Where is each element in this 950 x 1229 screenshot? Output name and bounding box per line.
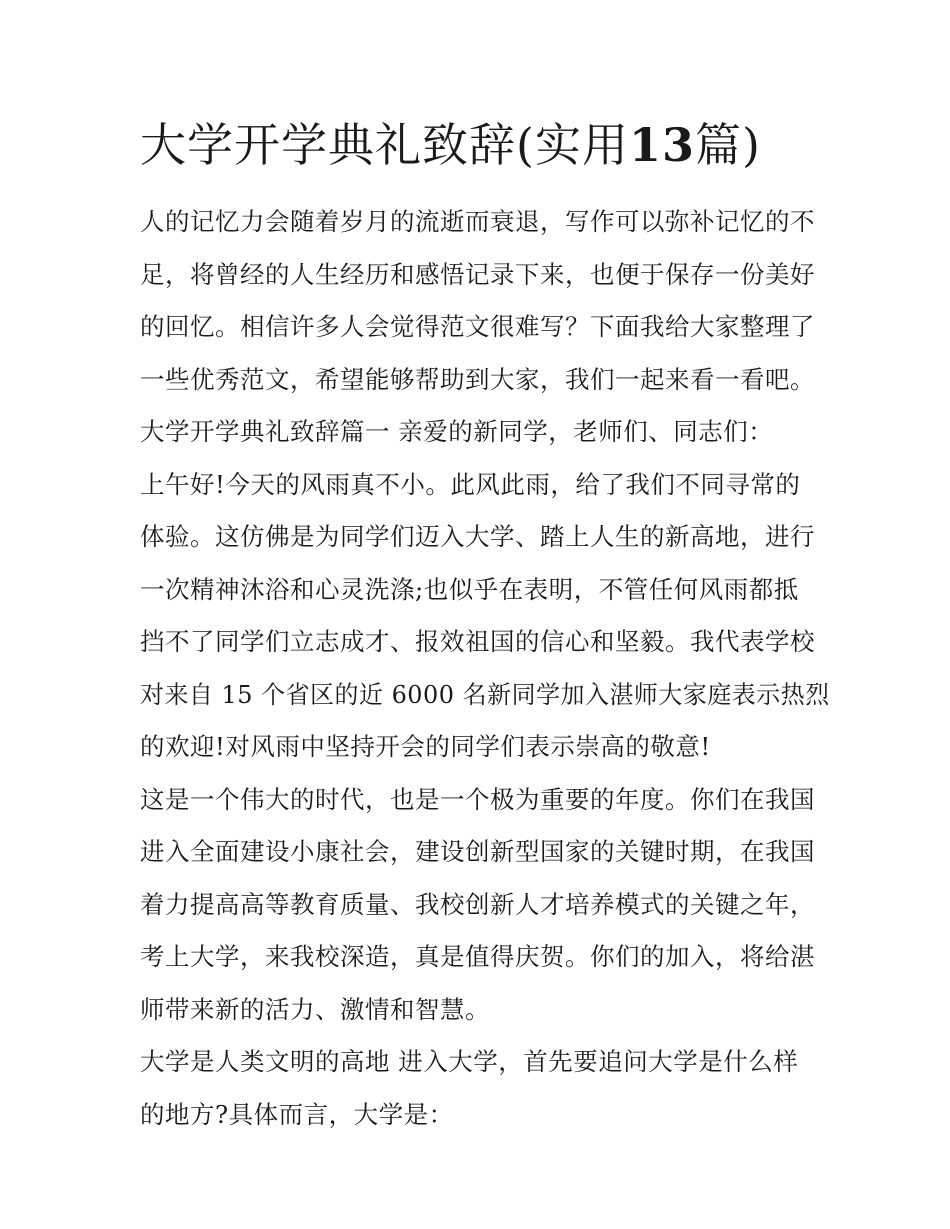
text-line: 足，将曾经的人生经历和感悟记录下来，也便于保存一份美好 <box>140 259 815 289</box>
text-line: 着力提高高等教育质量、我校创新人才培养模式的关键之年， <box>140 889 815 919</box>
text-line: 一些优秀范文，希望能够帮助到大家，我们一起来看一看吧。 <box>140 364 815 394</box>
text-line: 这是一个伟大的时代，也是一个极为重要的年度。你们在我国 <box>140 784 815 814</box>
text-line: 进入全面建设小康社会，建设创新型国家的关键时期，在我国 <box>140 837 815 866</box>
title-number: 13 <box>628 118 695 172</box>
title-suffix: 篇) <box>694 118 761 172</box>
text-line: 的回忆。相信许多人会觉得范文很难写？下面我给大家整理了 <box>140 312 815 341</box>
document-body <box>140 196 830 1141</box>
document-title <box>140 112 761 178</box>
text-line: 挡不了同学们立志成才、报效祖国的信心和坚毅。我代表学校 <box>140 627 815 656</box>
text-line: 对来自 15 个省区的近 6000 名新同学加入湛师大家庭表示热烈 <box>140 679 830 709</box>
title-prefix: 大学开学典礼致辞(实用 <box>140 118 629 172</box>
text-line: 的欢迎!对风雨中坚持开会的同学们表示崇高的敬意! <box>140 732 711 761</box>
text-line: 上午好!今天的风雨真不小。此风此雨，给了我们不同寻常的 <box>140 469 801 499</box>
text-line: 大学是人类文明的高地 进入大学，首先要追问大学是什么样 <box>140 1047 799 1076</box>
text-line: 的地方?具体而言，大学是： <box>140 1099 454 1129</box>
text-line: 师带来新的活力、激情和智慧。 <box>140 994 490 1024</box>
text-line: 人的记忆力会随着岁月的流逝而衰退，写作可以弥补记忆的不 <box>140 207 815 236</box>
text-line: 大学开学典礼致辞篇一 亲爱的新同学，老师们、同志们： <box>140 417 774 446</box>
text-line: 考上大学，来我校深造，真是值得庆贺。你们的加入，将给湛 <box>140 942 815 971</box>
text-line: 体验。这仿佛是为同学们迈入大学、踏上人生的新高地，进行 <box>140 522 815 551</box>
text-line: 一次精神沐浴和心灵洗涤;也似乎在表明，不管任何风雨都抵 <box>140 574 799 604</box>
